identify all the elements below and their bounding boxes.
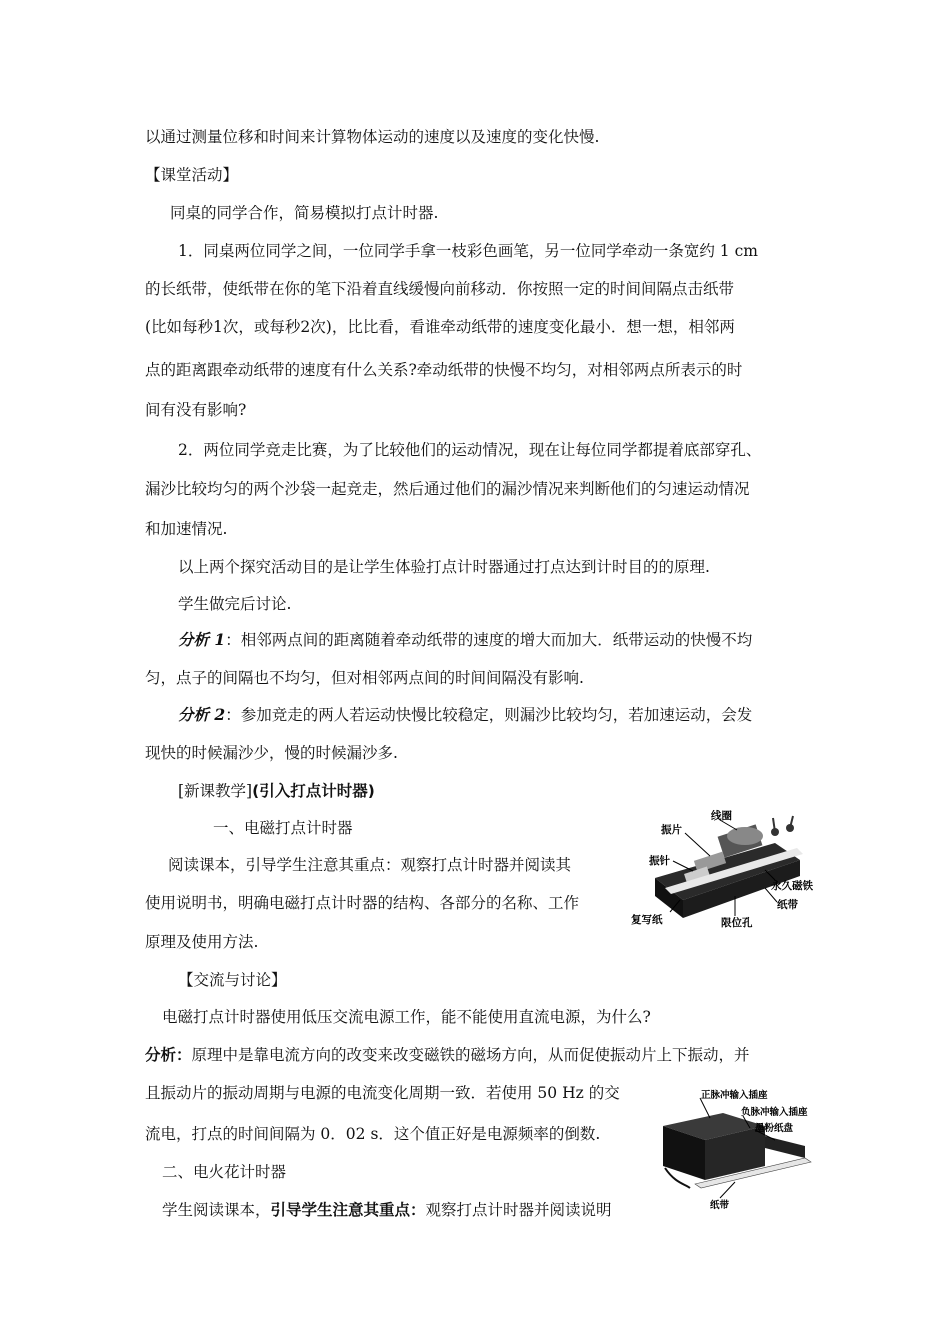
- item1-line5: 间有没有影响?: [145, 401, 247, 419]
- section1-line3: 原理及使用方法.: [145, 933, 259, 951]
- spark-timer-figure: [655, 1088, 835, 1213]
- label-ink-disc: 墨粉纸盘: [755, 1123, 794, 1134]
- analysis1-line1: 分析 1：相邻两点间的距离随着牵动纸带的速度的增大而加大．纸带运动的快慢不均: [178, 630, 753, 649]
- exchange-heading: 【交流与讨论】: [178, 971, 287, 989]
- activity-heading: 【课堂活动】: [145, 166, 239, 184]
- discuss: 学生做完后讨论.: [178, 595, 292, 613]
- item1-line1: 1．同桌两位同学之间，一位同学手拿一枝彩色画笔，另一位同学牵动一条宽约 1 cm: [178, 242, 758, 260]
- purpose: 以上两个探究活动目的是让学生体验打点计时器通过打点达到计时目的的原理.: [178, 558, 710, 576]
- analysis2-line1: 分析 2：参加竞走的两人若运动快慢比较稳定，则漏沙比较均匀，若加速运动，会发: [178, 705, 753, 724]
- analysis2-label: 分析 2: [178, 705, 226, 724]
- new-lesson-heading: [新课教学](引入打点计时器): [178, 782, 375, 800]
- analysis3-line2: 且振动片的振动周期与电源的电流变化周期一致．若使用 50 Hz 的交: [145, 1084, 620, 1102]
- label-carbon-paper: 复写纸: [631, 914, 663, 926]
- intro-tail: 以通过测量位移和时间来计算物体运动的速度以及速度的变化快慢.: [145, 128, 600, 146]
- electromagnetic-timer-figure: [625, 808, 840, 938]
- item2-line2: 漏沙比较均匀的两个沙袋一起竞走，然后通过他们的漏沙情况来判断他们的匀速运动情况: [145, 480, 750, 498]
- label-pos-socket: 正脉冲输入插座: [701, 1090, 768, 1101]
- section1-line2: 使用说明书，明确电磁打点计时器的结构、各部分的名称、工作: [145, 894, 580, 912]
- label-coil: 线圈: [711, 810, 732, 822]
- label-tape: 纸带: [710, 1200, 730, 1211]
- section1-line1: 阅读课本，引导学生注意其重点：观察打点计时器并阅读其: [168, 856, 572, 874]
- analysis3-line3: 流电，打点的时间间隔为 0．02 s．这个值正好是电源频率的倒数.: [145, 1125, 601, 1143]
- question: 电磁打点计时器使用低压交流电源工作，能不能使用直流电源，为什么?: [162, 1008, 651, 1026]
- label-limit-hole: 限位孔: [721, 917, 753, 929]
- item2-line1: 2．两位同学竞走比赛，为了比较他们的运动情况，现在让每位同学都提着底部穿孔、: [178, 441, 762, 459]
- label-needle: 振针: [649, 855, 670, 867]
- label-magnet: 永久磁铁: [771, 880, 813, 892]
- section2-line1: 学生阅读课本，引导学生注意其重点：观察打点计时器并阅读说明: [162, 1201, 612, 1219]
- section1-title: 一、电磁打点计时器: [213, 819, 353, 837]
- item1-line2: 的长纸带，使纸带在你的笔下沿着直线缓慢向前移动．你按照一定的时间间隔点击纸带: [145, 280, 735, 298]
- item2-line3: 和加速情况.: [145, 520, 228, 538]
- analysis1-label: 分析 1: [178, 630, 226, 649]
- analysis3-line1: 分析：原理中是靠电流方向的改变来改变磁铁的磁场方向，从而促使振动片上下振动，并: [145, 1046, 750, 1064]
- analysis2-line2: 现快的时候漏沙少，慢的时候漏沙多.: [145, 744, 398, 762]
- label-neg-socket: 负脉冲输入插座: [741, 1107, 808, 1118]
- section2-title: 二、电火花计时器: [162, 1163, 287, 1181]
- item1-line3: (比如每秒1次，或每秒2次)，比比看，看谁牵动纸带的速度变化最小．想一想，相邻两: [145, 318, 735, 336]
- label-tape: 纸带: [777, 899, 798, 911]
- analysis3-label: 分析：: [145, 1046, 192, 1064]
- activity-intro: 同桌的同学合作，简易模拟打点计时器.: [170, 204, 439, 222]
- label-vibrating-plate: 振片: [661, 824, 682, 836]
- analysis1-line2: 匀，点子的间隔也不均匀，但对相邻两点间的时间间隔没有影响.: [145, 669, 584, 687]
- item1-line4: 点的距离跟牵动纸带的速度有什么关系?牵动纸带的快慢不均匀，对相邻两点所表示的时: [145, 361, 743, 379]
